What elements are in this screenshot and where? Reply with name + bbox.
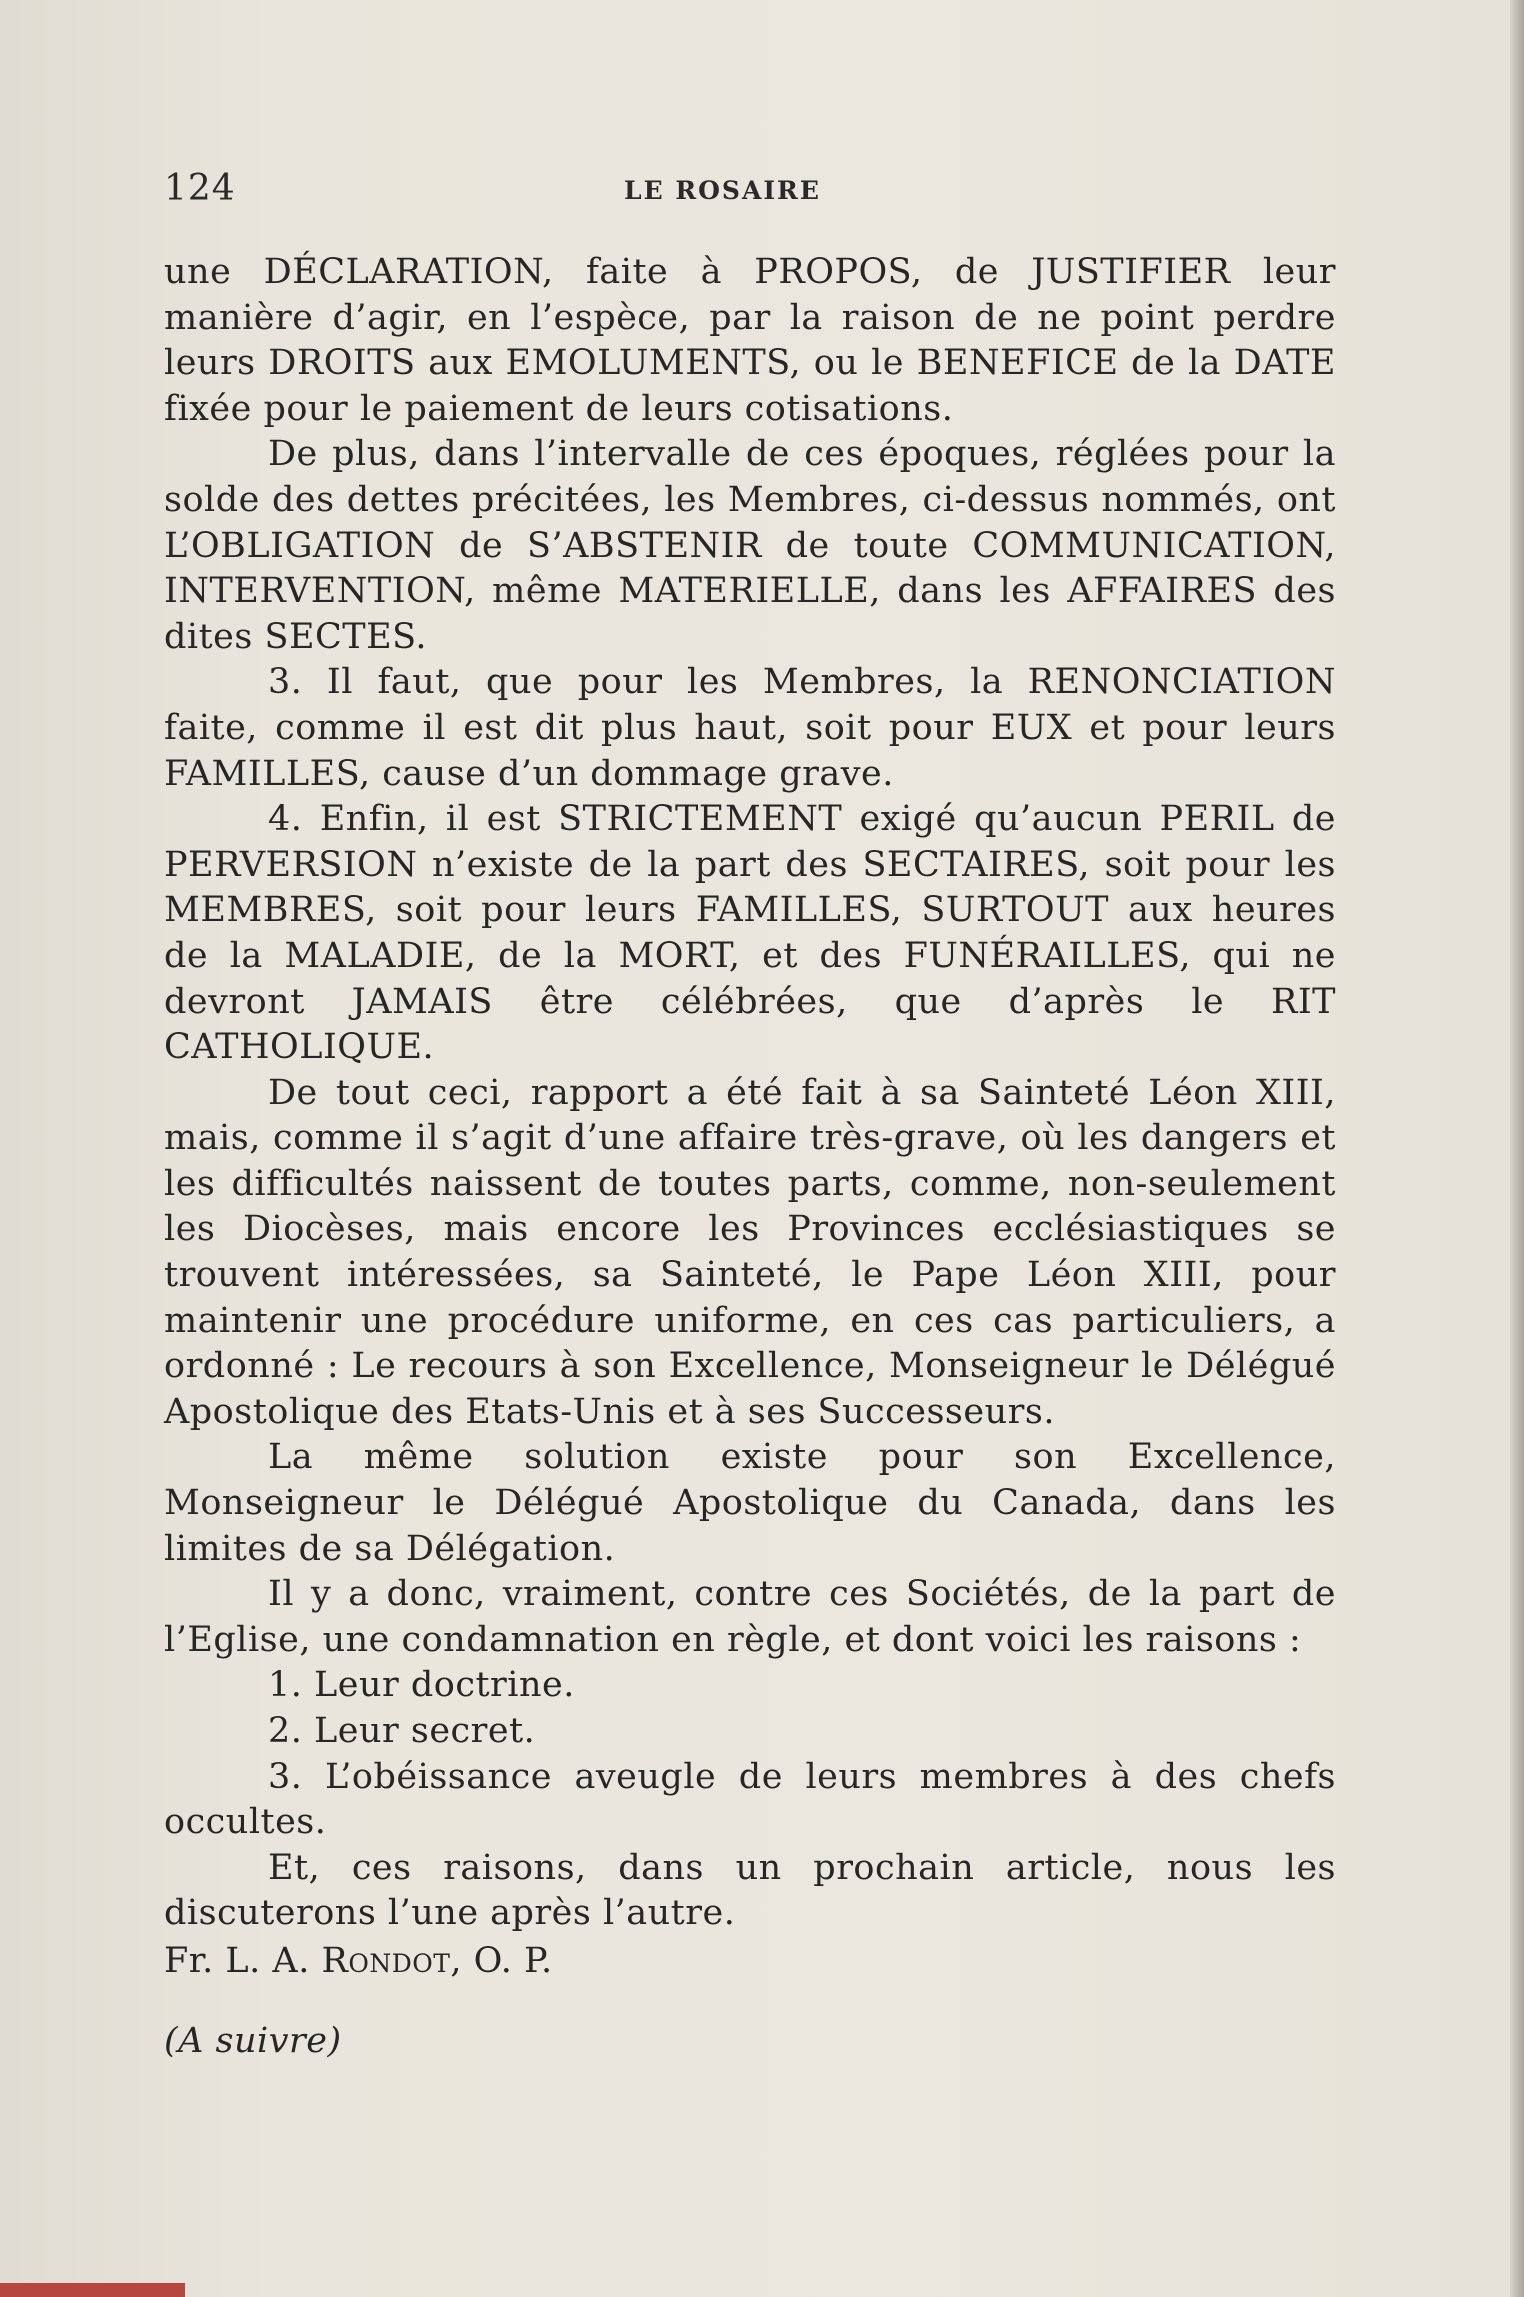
reason-item-obeissance: 3. L’obéissance aveugle de leurs membres à des chefs occultes. [164,1756,1336,1843]
continuation-note: (A suivre) [164,2020,342,2061]
reason-item-secret: 2. Leur secret. [268,1711,536,1751]
paragraph-closing: Et, ces raisons, dans un prochain article, nous les discuterons l’une après l’autre. [164,1847,1336,1934]
paragraph-obligation: De plus, dans l’intervalle de ces époques, réglées pour la solde des dettes précitées, les Membres, ci-dessus nommés, ont L’OBLIGATION de S’ABSTENIR de toute COMMUNICATION, INTERVENTION, même MATERIELLE, dans les AFFAIRES des dites SECTES. [164,434,1336,657]
signature-prefix: Fr. L. A. [164,1940,310,1981]
signature [164,1939,1336,1985]
page-header [164,168,1344,218]
paragraph-renonciation: 3. Il faut, que pour les Membres, la RENONCIATION faite, comme il est dit plus haut, soit pour EUX et pour leurs FAMILLES, cause d’un dommage grave. [164,662,1336,794]
paragraph-canada: La même solution existe pour son Excellence, Monseigneur le Délégué Apostolique du Canada, dans les limites de sa Délégation. [164,1437,1336,1569]
body-text [164,250,1336,2064]
page-number: 124 [164,168,236,209]
paragraph-rapport: De tout ceci, rapport a été fait à sa Sainteté Léon XIII, mais, comme il s’agit d’une affaire très-grave, où les dangers et les difficultés naissent de toutes parts, comme, non-seulement les Diocèses, mais encore les Provinces ecclésiastiques se trouvent intéressées, sa Sainteté, le Pape Léon XIII, pour maintenir une procédure uniforme, en ces cas particuliers, a ordonné : Le recours à son Excellence, Monseigneur le Délégué Apostolique des Etats-Unis et à ses Successeurs. [164,1072,1336,1432]
binding-corner [0,2283,185,2297]
paragraph-peril: 4. Enfin, il est STRICTEMENT exigé qu’aucun PERIL de PERVERSION n’existe de la part des SECTAIRES, soit pour les MEMBRES, soit pour leurs FAMILLES, SURTOUT aux heures de la MALADIE, de la MORT, et des FUNÉRAILLES, qui ne devront JAMAIS être célébrées, que d’après le RIT CATHOLIQUE. [164,799,1336,1068]
page-edge [1510,0,1524,2297]
running-title: LE ROSAIRE [624,176,821,205]
signature-suffix: , O. P. [450,1940,553,1981]
signature-name: Rondot [321,1940,451,1981]
paragraph-condamnation: Il y a donc, vraiment, contre ces Sociétés, de la part de l’Eglise, une condamnation en règle, et dont voici les raisons : [164,1574,1336,1660]
reason-item-doctrine: 1. Leur doctrine. [268,1665,575,1706]
paragraph-declaration: une DÉCLARATION, faite à PROPOS, de JUSTIFIER leur manière d’agir, en l’espèce, par la raison de ne point perdre leurs DROITS aux EMOLUMENTS, ou le BENEFICE de la DATE fixée pour le paiement de leurs cotisations. [164,252,1336,429]
